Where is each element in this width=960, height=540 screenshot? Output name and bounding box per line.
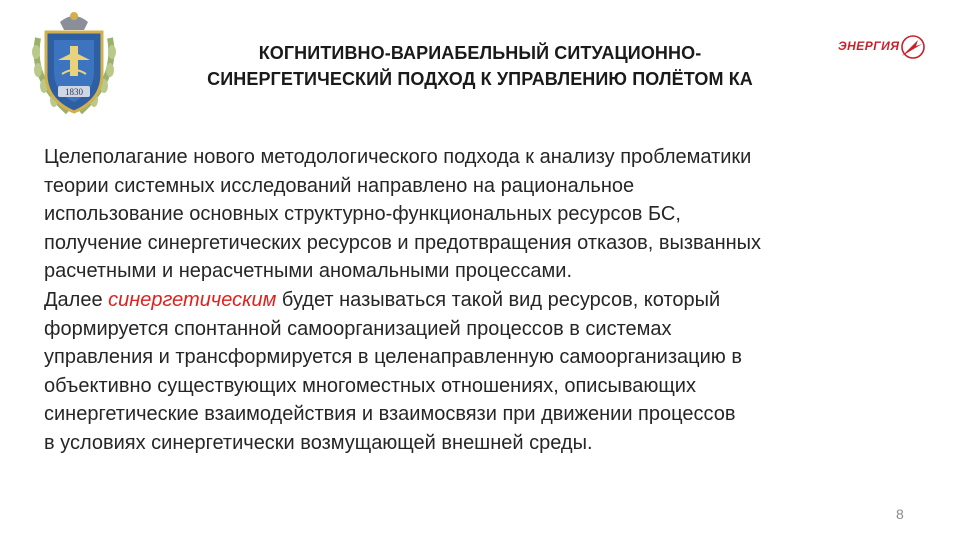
text-line: получение синергетических ресурсов и предотвращения отказов, вызванных [44, 231, 762, 254]
text-line: в условиях синергетически возмущающей внешней среды. [44, 431, 593, 454]
university-crest-icon [28, 8, 120, 120]
text-line: теории системных исследований направлено на рациональное [44, 174, 635, 197]
text-line: объективно существующих многоместных отношениях, описывающих [44, 374, 696, 397]
text-line: управления и трансформируется в целенаправленную самоорганизацию в [44, 346, 742, 369]
svg-text:1830: 1830 [65, 87, 83, 97]
page-title [150, 40, 810, 92]
energia-logo [836, 32, 928, 62]
text-line: синергетические взаимодействия и взаимосвязи при движении процессов [44, 403, 736, 426]
text-line: расчетными и нерасчетными аномальными процессами. [44, 260, 572, 283]
logo-text: ЭНЕРГИЯ [838, 39, 900, 53]
main-text [44, 143, 924, 458]
text-fragment: будет называться такой вид ресурсов, который [276, 288, 721, 311]
text-fragment: Далее [44, 288, 109, 311]
text-line: формируется спонтанной самоорганизацией процессов в системах [44, 317, 672, 340]
text-line [44, 286, 924, 315]
slide-number: 8 [896, 506, 904, 522]
title-line-1: КОГНИТИВНО-ВАРИАБЕЛЬНЫЙ СИТУАЦИОННО- [258, 43, 702, 63]
highlighted-term: синергетическим [108, 288, 277, 311]
text-line: использование основных структурно-функциональных ресурсов БС, [44, 203, 681, 226]
text-line: Целеполагание нового методологического подхода к анализу проблематики [44, 146, 752, 168]
rocket-orbit-logo-icon [896, 32, 926, 62]
title-line-2: СИНЕРГЕТИЧЕСКИЙ ПОДХОД К УПРАВЛЕНИЮ ПОЛЁТОМ КА [207, 69, 753, 89]
